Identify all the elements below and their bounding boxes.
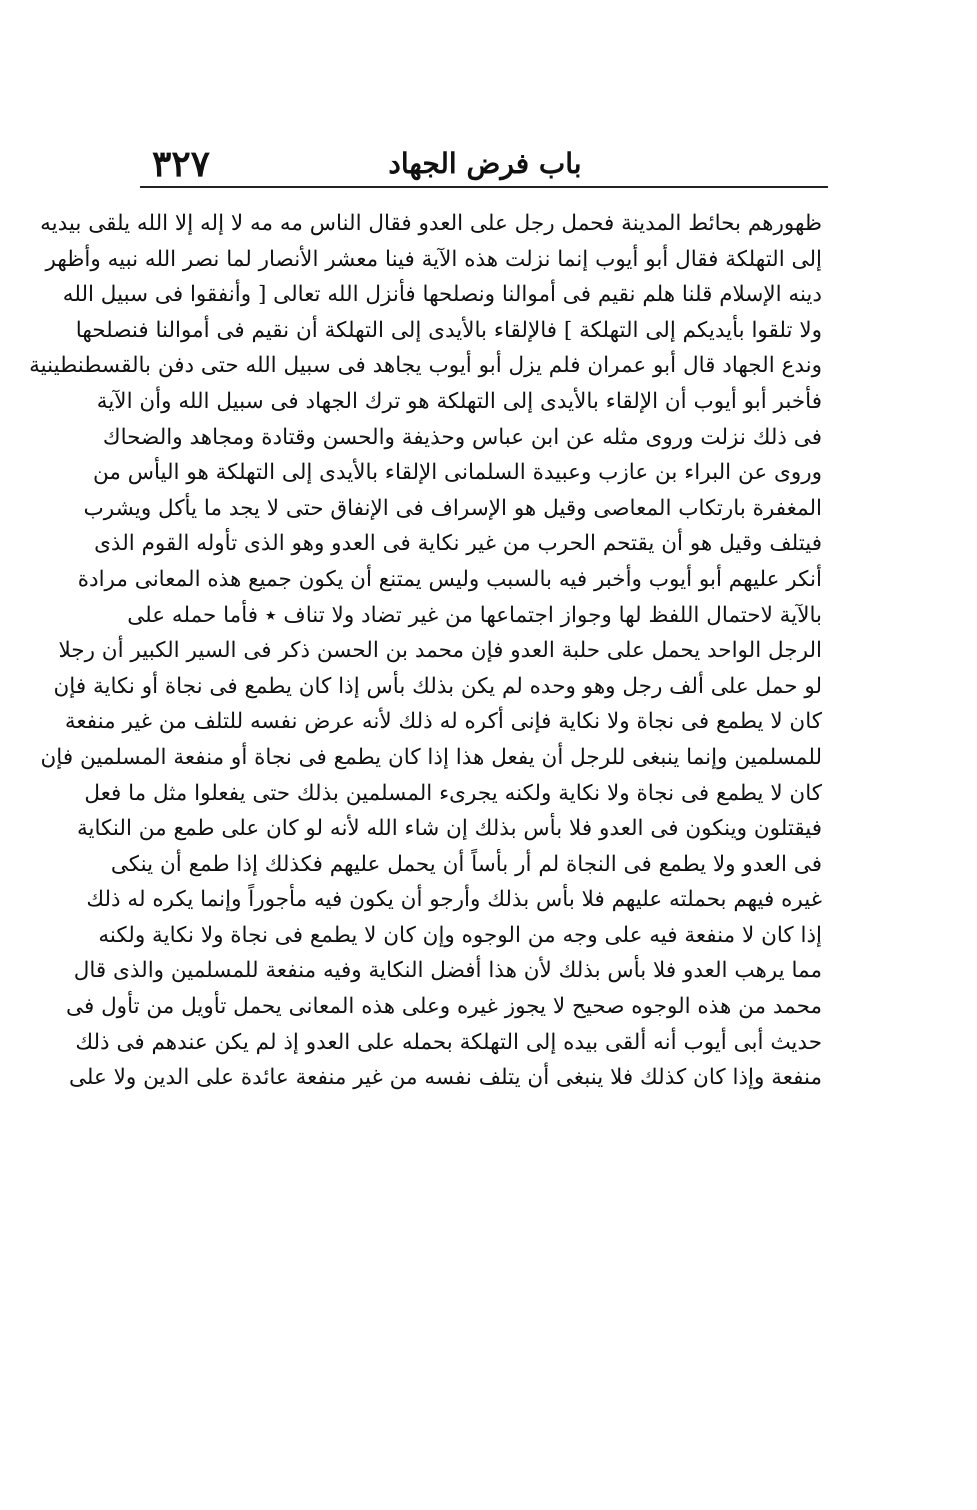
text-line: بالآية لاحتمال اللفظ لها وجواز اجتماعها من غير تضاد ولا تناف ٭ فأما حمله على	[127, 602, 822, 628]
text-line: مما يرهب العدو فلا بأس بذلك لأن هذا أفضل النكاية وفيه منفعة للمسلمين والذى قال	[73, 958, 822, 984]
text-line: فى العدو ولا يطمع فى النجاة لم أر بأساً أن يحمل عليهم فكذلك إذا طمع أن ينكى	[110, 851, 822, 877]
text-line: محمد من هذه الوجوه صحيح لا يجوز غيره وعلى هذه المعانى يحمل تأويل من تأول فى	[66, 994, 822, 1020]
running-title: باب فرض الجهاد	[388, 147, 582, 180]
text-line: وندع الجهاد قال أبو عمران فلم يزل أبو أيوب يجاهد فى سبيل الله حتى دفن بالقسطنطينية	[29, 353, 822, 379]
header-rule	[140, 186, 828, 188]
text-line: فيتلف وقيل هو أن يقتحم الحرب من غير نكاية فى العدو وهو الذى تأوله القوم الذى	[94, 531, 822, 557]
text-line: الرجل الواحد يحمل على حلبة العدو فإن محمد بن الحسن ذكر فى السير الكبير أن رجلا	[58, 638, 822, 664]
text-line: للمسلمين وإنما ينبغى للرجل أن يفعل هذا إذا كان يطمع فى نجاة أو منفعة المسلمين فإن	[40, 744, 822, 770]
text-line: ظهورهم بحائط المدينة فحمل رجل على العدو فقال الناس مه مه لا إله إلا الله يلقى بيديه	[40, 211, 822, 236]
text-line: فيقتلون وينكون فى العدو فلا بأس بذلك إن شاء الله لأنه لو كان على طمع من النكاية	[77, 816, 822, 842]
text-line: المغفرة بارتكاب المعاصى وقيل هو الإسراف فى الإنفاق حتى لا يجد ما يأكل ويشرب	[83, 495, 822, 521]
text-line: كان لا يطمع فى نجاة ولا نكاية فإنى أكره له ذلك لأنه عرض نفسه للتلف من غير منفعة	[64, 709, 822, 735]
text-line: فى ذلك نزلت وروى مثله عن ابن عباس وحذيفة والحسن وقتادة ومجاهد والضحاك	[102, 424, 822, 450]
text-line: فأخبر أبو أيوب أن الإلقاء بالأيدى إلى التهلكة هو ترك الجهاد فى سبيل الله وأن الآية	[96, 388, 822, 414]
text-line: أنكر عليهم أبو أيوب وأخبر فيه بالسبب وليس يمتنع أن يكون جميع هذه المعانى مرادة	[77, 566, 822, 592]
body-text	[29, 206, 822, 1096]
text-line: لو حمل على ألف رجل وهو وحده لم يكن بذلك بأس إذا كان يطمع فى نجاة أو نكاية فإن	[53, 673, 822, 699]
text-line: كان لا يطمع فى نجاة ولا نكاية ولكنه يجرىء المسلمين بذلك حتى يفعلوا مثل ما فعل	[84, 780, 822, 806]
text-line: غيره فيهم بحملته عليهم فلا بأس بذلك وأرجو أن يكون فيه مأجوراً وإنما يكره له ذلك	[86, 887, 822, 913]
text-line: إلى التهلكة فقال أبو أيوب إنما نزلت هذه الآية فينا معشر الأنصار لما نصر الله نبيه وأظهر	[45, 246, 822, 272]
page-number: ٣٢٧	[152, 143, 211, 185]
page-header	[140, 142, 830, 186]
text-line: وروى عن البراء بن عازب وعبيدة السلمانى الإلقاء بالأيدى إلى التهلكة هو اليأس من	[92, 460, 822, 486]
text-line: منفعة وإذا كان كذلك فلا ينبغى أن يتلف نفسه من غير منفعة عائدة على الدين ولا على	[68, 1065, 822, 1091]
text-line: دينه الإسلام قلنا هلم نقيم فى أموالنا ونصلحها فأنزل الله تعالى [ وأنفقوا فى سبيل الله	[62, 282, 822, 308]
text-line: حديث أبى أيوب أنه ألقى بيده إلى التهلكة بحمله على العدو إذ لم يكن عندهم فى ذلك	[75, 1029, 822, 1055]
text-line: إذا كان لا منفعة فيه على وجه من الوجوه وإن كان لا يطمع فى نجاة ولا نكاية ولكنه	[98, 922, 822, 948]
text-line: ولا تلقوا بأيديكم إلى التهلكة ] فالإلقاء بالأيدى إلى التهلكة أن نقيم فى أموالنا فنصلحها	[75, 317, 822, 343]
